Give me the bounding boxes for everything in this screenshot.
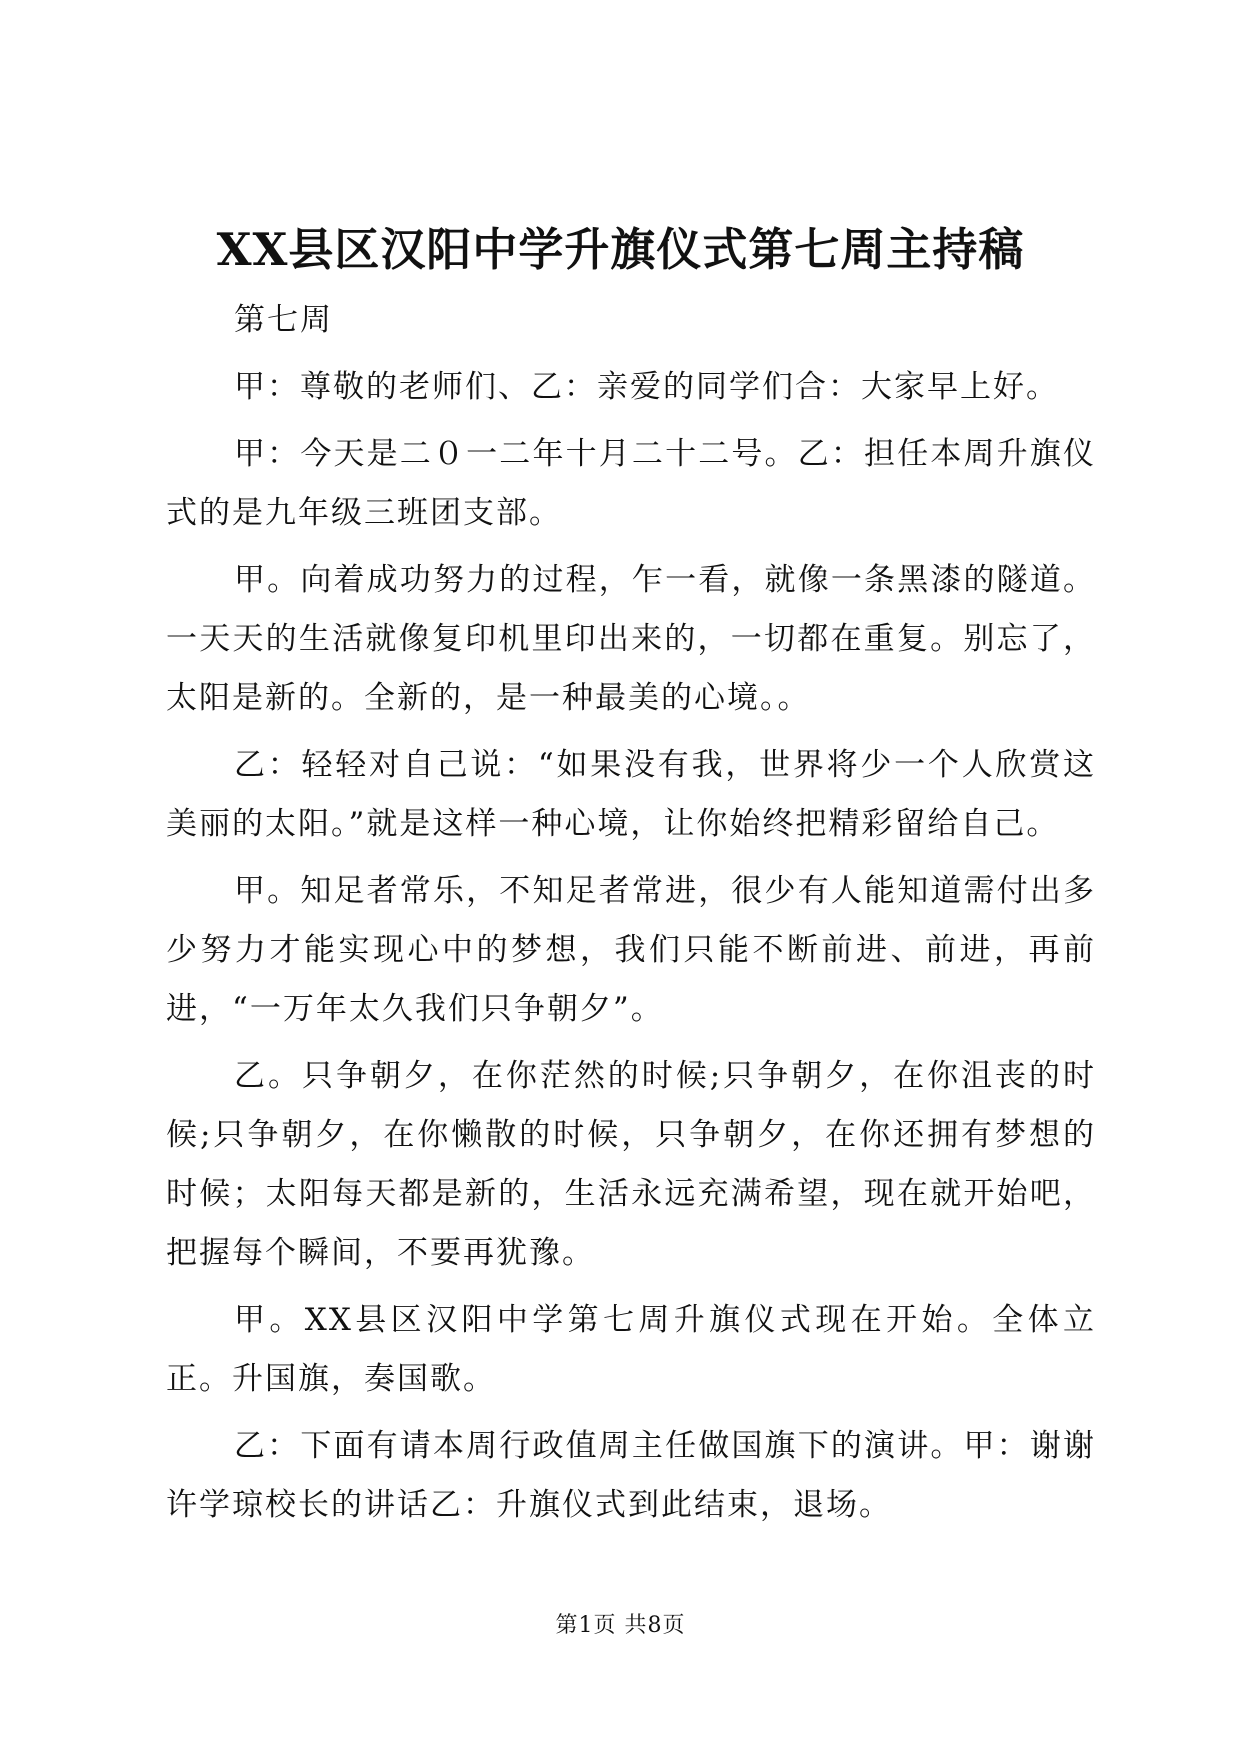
paragraph-week: 第七周 xyxy=(234,302,333,338)
document-title: XX县区汉阳中学升旗仪式第七周主持稿 xyxy=(216,223,1025,276)
paragraph-contentment: 甲。知足者常乐，不知足者常进，很少有人能知道需付出多少努力才能实现心中的梦想，我们只能不断前进、前进，再前进，“一万年太久我们只争朝夕”。 xyxy=(166,873,1096,1027)
paragraph-date: 甲：今天是二０一二年十月二十二号。乙：担任本周升旗仪式的是九年级三班团支部。 xyxy=(166,436,1096,531)
paragraph-sun: 乙：轻轻对自己说：“如果没有我，世界将少一个人欣赏这美丽的太阳。”就是这样一种心境，让你始终把精彩留给自己。 xyxy=(166,747,1096,842)
paragraph-greeting: 甲：尊敬的老师们、乙：亲爱的同学们合：大家早上好。 xyxy=(234,369,1059,405)
paragraph-ceremony-start: 甲。XX县区汉阳中学第七周升旗仪式现在开始。全体立正。升国旗，奏国歌。 xyxy=(166,1302,1096,1397)
paragraph-closing: 乙：下面有请本周行政值周主任做国旗下的演讲。甲：谢谢许学琼校长的讲话乙：升旗仪式到此结束，退场。 xyxy=(166,1428,1096,1523)
paragraph-tunnel: 甲。向着成功努力的过程，乍一看，就像一条黑漆的隧道。一天天的生活就像复印机里印出来的，一切都在重复。别忘了，太阳是新的。全新的，是一种最美的心境。。 xyxy=(166,562,1096,716)
paragraph-seize-the-day: 乙。只争朝夕，在你茫然的时候;只争朝夕，在你沮丧的时候;只争朝夕，在你懒散的时候，只争朝夕，在你还拥有梦想的时候；太阳每天都是新的，生活永远充满希望，现在就开始吧，把握每个瞬间，不要再犹豫。 xyxy=(166,1058,1096,1271)
document-body xyxy=(166,291,1096,1543)
page-number: 第1页 共8页 xyxy=(555,1613,686,1638)
